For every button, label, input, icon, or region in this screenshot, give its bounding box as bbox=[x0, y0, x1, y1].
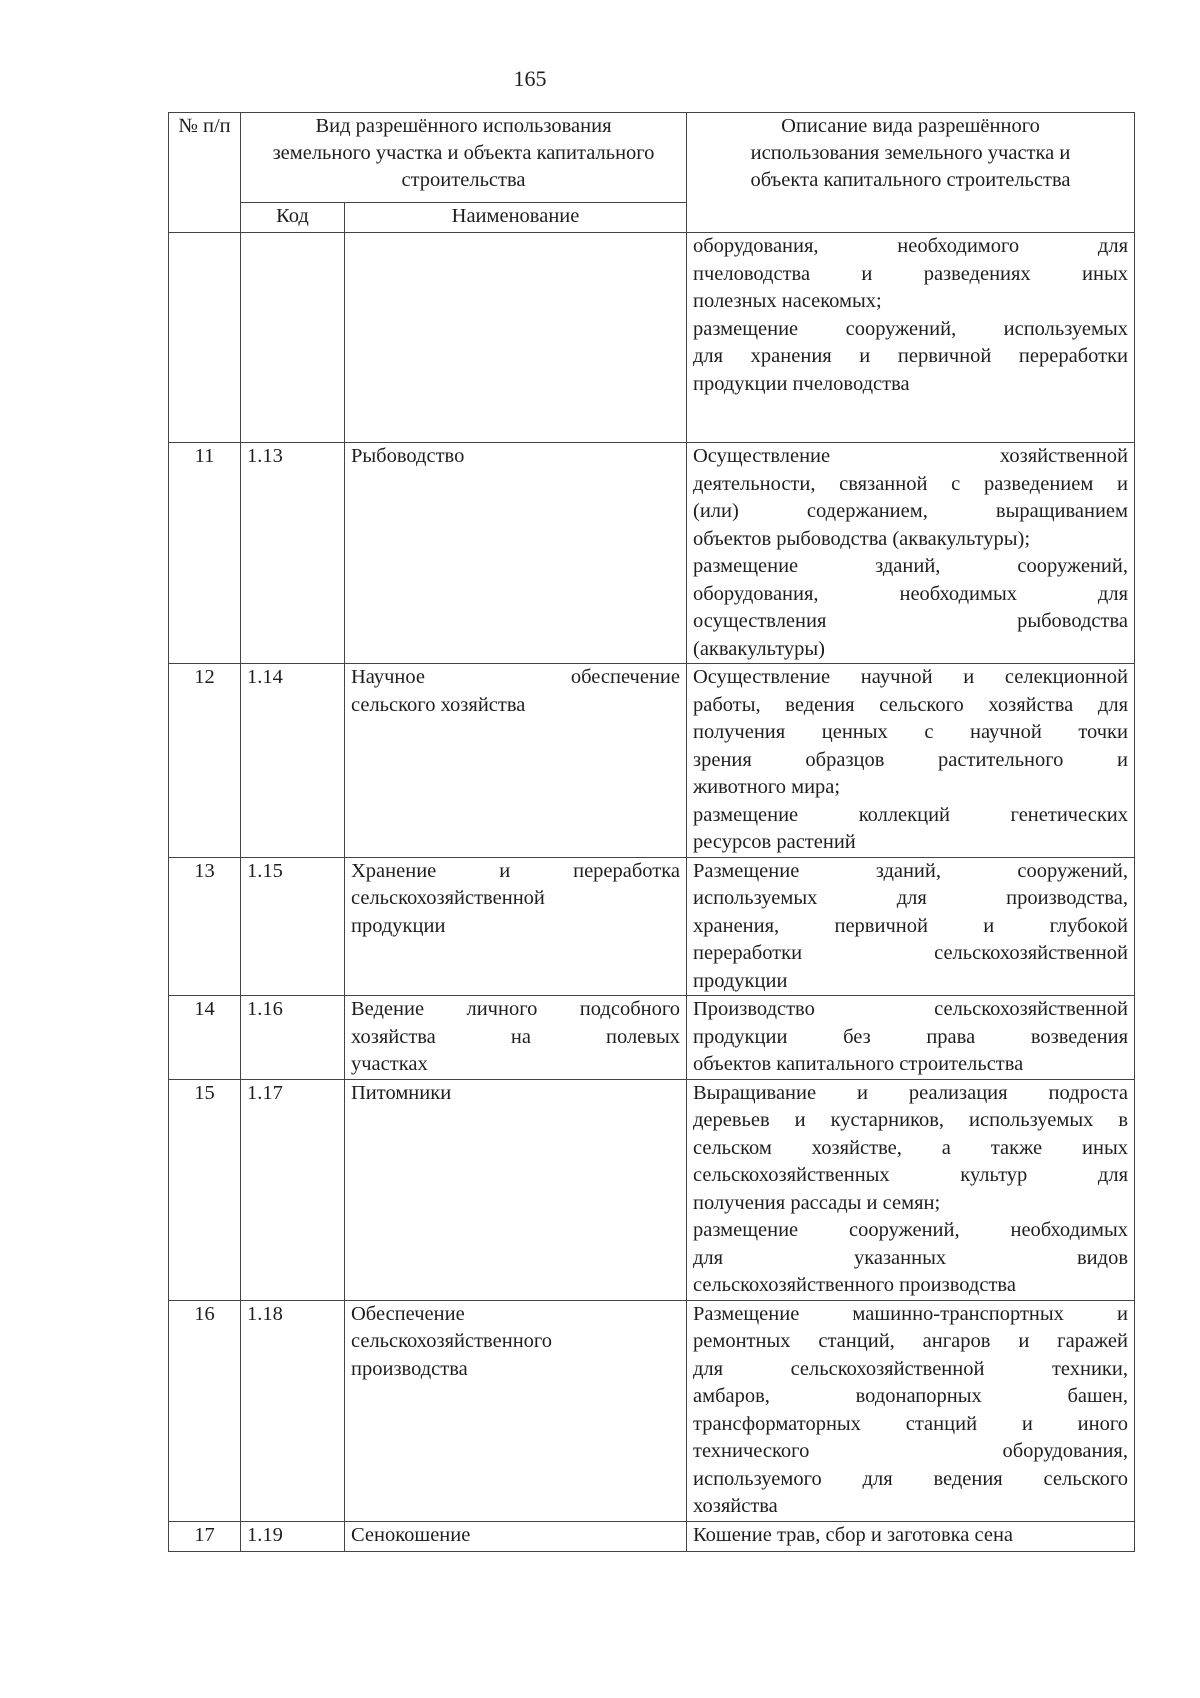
text-line: Кошение трав, сбор и заготовка сена bbox=[693, 1523, 1014, 1546]
text-line: размещение сооружений, используемых bbox=[693, 317, 1128, 340]
text-line: сельского хозяйства bbox=[351, 693, 526, 716]
text-line: осуществления рыбоводства bbox=[693, 610, 1128, 632]
text-line: продукции без права возведения bbox=[693, 1025, 1128, 1048]
text-line: размещение зданий, сооружений, bbox=[693, 555, 1128, 577]
table-row bbox=[169, 857, 1135, 996]
header-code: Код bbox=[241, 203, 345, 233]
text-line: Производство сельскохозяйственной bbox=[693, 998, 1128, 1020]
cell-description bbox=[687, 1079, 1135, 1300]
cell-name bbox=[345, 1079, 687, 1300]
text-line: Обеспечение bbox=[351, 1302, 465, 1325]
text-line: переработки сельскохозяйственной bbox=[693, 942, 1128, 964]
text-line: оборудования, необходимого для bbox=[693, 235, 1128, 257]
text-line: ремонтных станций, ангаров и гаражей bbox=[693, 1330, 1128, 1352]
cell-num: 14 bbox=[169, 996, 241, 1080]
text-line: деревьев и кустарников, используемых в bbox=[693, 1109, 1128, 1131]
cell-num: 16 bbox=[169, 1300, 241, 1521]
header-description: Описание вида разрешённого использования земельного участка и объекта капитального строительства bbox=[687, 113, 1135, 233]
table-row-continuation bbox=[169, 233, 1135, 443]
text-line: деятельности, связанной с разведением и bbox=[693, 472, 1128, 495]
cell-code: 1.13 bbox=[241, 443, 345, 664]
text-line: полезных насекомых; bbox=[693, 290, 882, 312]
cell-name bbox=[345, 233, 687, 443]
cell-num: 17 bbox=[169, 1521, 241, 1551]
cell-description bbox=[687, 233, 1135, 443]
cell-code: 1.19 bbox=[241, 1521, 345, 1551]
text-line: производства bbox=[351, 1357, 468, 1380]
text-line: трансформаторных станций и иного bbox=[693, 1412, 1128, 1435]
cell-description bbox=[687, 1521, 1135, 1551]
table-row bbox=[169, 1079, 1135, 1300]
text-line: Научное обеспечение bbox=[351, 666, 680, 688]
table-row bbox=[169, 1300, 1135, 1521]
text-line: Ведение личного подсобного bbox=[351, 998, 680, 1020]
cell-description bbox=[687, 1300, 1135, 1521]
text-line: Размещение машинно-транспортных и bbox=[693, 1302, 1128, 1325]
text-line: зрения образцов растительного и bbox=[693, 748, 1128, 771]
cell-description bbox=[687, 664, 1135, 858]
text-line: сельскохозяйственной bbox=[351, 887, 545, 909]
text-line: технического оборудования, bbox=[693, 1440, 1128, 1462]
text-line: используемых для производства, bbox=[693, 887, 1128, 909]
text-line: Осуществление научной и селекционной bbox=[693, 666, 1128, 688]
text-line: сельском хозяйстве, а также иных bbox=[693, 1136, 1128, 1159]
text-line: используемого для ведения сельского bbox=[693, 1467, 1128, 1490]
table-row bbox=[169, 443, 1135, 664]
text-line: сельскохозяйственных культур для bbox=[693, 1164, 1128, 1186]
text-line: Питомники bbox=[351, 1081, 452, 1104]
cell-name bbox=[345, 443, 687, 664]
text-line: объектов рыбоводства (аквакультуры); bbox=[693, 527, 1031, 550]
cell-num bbox=[169, 233, 241, 443]
text-line: ресурсов растений bbox=[693, 831, 856, 853]
cell-num: 13 bbox=[169, 857, 241, 996]
text-line: Размещение зданий, сооружений, bbox=[693, 859, 1128, 882]
text-line: (или) содержанием, выращиванием bbox=[693, 500, 1128, 522]
text-line: Хранение и переработка bbox=[351, 859, 680, 882]
cell-name bbox=[345, 1300, 687, 1521]
text-line: амбаров, водонапорных башен, bbox=[693, 1385, 1128, 1407]
text-line: Осуществление хозяйственной bbox=[693, 445, 1128, 467]
cell-code: 1.18 bbox=[241, 1300, 345, 1521]
cell-code: 1.15 bbox=[241, 857, 345, 996]
text-line: для хранения и первичной переработки bbox=[693, 345, 1128, 367]
text-line: размещение коллекций генетических bbox=[693, 803, 1128, 826]
text-line: для указанных видов bbox=[693, 1246, 1128, 1269]
text-line: размещение сооружений, необходимых bbox=[693, 1219, 1128, 1241]
cell-code bbox=[241, 233, 345, 443]
text-line: оборудования, необходимых для bbox=[693, 582, 1128, 605]
text-line: Выращивание и реализация подроста bbox=[693, 1081, 1128, 1104]
text-line: участках bbox=[351, 1053, 428, 1075]
text-line: продукции bbox=[351, 914, 446, 937]
cell-description bbox=[687, 857, 1135, 996]
cell-code: 1.16 bbox=[241, 996, 345, 1080]
table-row bbox=[169, 996, 1135, 1080]
text-line: пчеловодства и разведениях иных bbox=[693, 262, 1128, 285]
cell-name bbox=[345, 857, 687, 996]
cell-name bbox=[345, 1521, 687, 1551]
header-name: Наименование bbox=[345, 203, 687, 233]
text-line: сельскохозяйственного производства bbox=[693, 1274, 1016, 1296]
cell-num: 15 bbox=[169, 1079, 241, 1300]
cell-description bbox=[687, 996, 1135, 1080]
text-line: Сенокошение bbox=[351, 1523, 471, 1546]
text-line: объектов капитального строительства bbox=[693, 1053, 1024, 1075]
text-line: сельскохозяйственного bbox=[351, 1330, 553, 1352]
land-use-table bbox=[168, 112, 1135, 1552]
text-line: хранения, первичной и глубокой bbox=[693, 914, 1128, 937]
cell-num: 11 bbox=[169, 443, 241, 664]
cell-code: 1.17 bbox=[241, 1079, 345, 1300]
table-body bbox=[169, 233, 1135, 1552]
text-line: Рыбоводство bbox=[351, 445, 465, 467]
cell-description bbox=[687, 443, 1135, 664]
table-row bbox=[169, 1521, 1135, 1551]
cell-num: 12 bbox=[169, 664, 241, 858]
table-row bbox=[169, 664, 1135, 858]
header-permitted-use: Вид разрешённого использования земельного участка и объекта капитального строительства bbox=[241, 113, 687, 203]
text-line: работы, ведения сельского хозяйства для bbox=[693, 693, 1128, 716]
cell-name bbox=[345, 996, 687, 1080]
text-line: хозяйства на полевых bbox=[351, 1025, 680, 1048]
text-line: (аквакультуры) bbox=[693, 637, 825, 660]
header-num: № п/п bbox=[169, 113, 241, 233]
cell-code: 1.14 bbox=[241, 664, 345, 858]
text-line: животного мира; bbox=[693, 776, 841, 798]
text-line: хозяйства bbox=[693, 1495, 778, 1517]
text-line: получения ценных с научной точки bbox=[693, 721, 1128, 743]
text-line: продукции bbox=[693, 969, 788, 992]
text-line: продукции пчеловодства bbox=[693, 372, 910, 395]
text-line: получения рассады и семян; bbox=[693, 1191, 941, 1214]
page-number: 165 bbox=[513, 66, 547, 91]
text-line: для сельскохозяйственной техники, bbox=[693, 1357, 1128, 1380]
cell-name bbox=[345, 664, 687, 858]
